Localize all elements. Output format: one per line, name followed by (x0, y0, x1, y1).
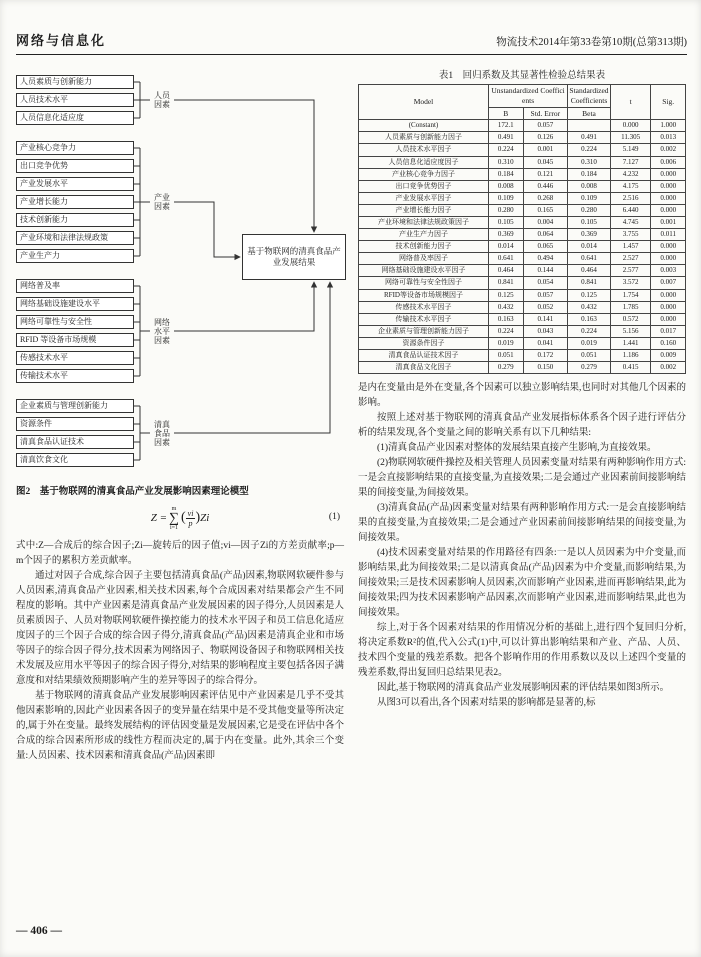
cell-value: 0.000 (651, 180, 686, 192)
cell-value: 5.156 (610, 325, 651, 337)
cell-value: 0.000 (651, 241, 686, 253)
cell-value: 1.457 (610, 241, 651, 253)
cell-value: 0.011 (651, 229, 686, 241)
diagram-factor-box: 人员素质与创新能力 (16, 75, 134, 89)
cell-value: 6.440 (610, 204, 651, 216)
cell-value: 0.109 (568, 192, 611, 204)
cell-model: 产业生产力因子 (359, 229, 489, 241)
table-row (359, 313, 686, 325)
cell-value: 2.577 (610, 265, 651, 277)
cell-value: 0.310 (488, 156, 523, 168)
cell-value: 0.000 (651, 301, 686, 313)
cell-value: 1.754 (610, 289, 651, 301)
two-column-layout (16, 65, 687, 764)
table-row (359, 156, 686, 168)
cell-value: 0.000 (651, 313, 686, 325)
equation-number: (1) (328, 512, 340, 522)
cell-value: 0.464 (488, 265, 523, 277)
formula-lhs: Z = (150, 512, 167, 524)
cell-value: 7.127 (610, 156, 651, 168)
table-row (359, 265, 686, 277)
cell-model: 产业核心竞争力因子 (359, 168, 489, 180)
diagram-factor-box: 传感技术水平 (16, 351, 134, 365)
table-row (359, 325, 686, 337)
cell-model: 清真食品文化因子 (359, 362, 489, 374)
paragraph: 因此,基于物联网的清真食品产业发展影响因素的评估结果如图3所示。 (377, 683, 670, 694)
cell-value: 0.163 (568, 313, 611, 325)
cell-value: 0.841 (488, 277, 523, 289)
diagram-factor-box: 人员信息化适应度 (16, 111, 134, 125)
page-number: — 406 — (16, 925, 62, 937)
page-header (16, 30, 687, 55)
cell-value: 0.013 (651, 132, 686, 144)
paragraph: 基于物联网的清真食品产业发展影响因素评估见中产业因素是几乎不受其他因素影响的,因此产业因素各因子的变异量在结果中是不受其他变量等所决定的,属于外在变量。最终发展结构的评估因变量是发展因素,它是受在评估中各个合成的综合因素所形成的线性方程而决定的,属于内在变量。此外,其余三个变量:人员因素、技术因素和清真食品(产品)因素即 (16, 691, 344, 761)
col-header-standardized: Standardized Coefficients (568, 85, 611, 108)
col-header-std-error: Std. Error (523, 107, 568, 120)
cell-value: 172.1 (488, 120, 523, 132)
cell-value: 0.000 (651, 289, 686, 301)
cell-value: 0.572 (610, 313, 651, 325)
paragraph: (1)清真食品产业因素对整体的发展结果直接产生影响,为直接效果。 (377, 443, 657, 454)
table-row (359, 144, 686, 156)
cell-value: 0.105 (568, 217, 611, 229)
diagram-factor-box: 清真饮食文化 (16, 453, 134, 467)
cell-value: 0.000 (610, 120, 651, 132)
cell-value: 0.054 (523, 277, 568, 289)
table-row (359, 229, 686, 241)
cell-value: 0.841 (568, 277, 611, 289)
cell-value: 0.125 (488, 289, 523, 301)
cell-value: 0.001 (523, 144, 568, 156)
cell-value: 3.572 (610, 277, 651, 289)
col-header-t: t (610, 85, 651, 120)
diagram-factor-box: 网络可靠性与安全性 (16, 315, 134, 329)
cell-value: 0.019 (568, 337, 611, 349)
col-header-beta: Beta (568, 107, 611, 120)
diagram-group-label: 产业因素 (154, 193, 170, 211)
table-row (359, 277, 686, 289)
table-row (359, 132, 686, 144)
cell-value: 0.432 (568, 301, 611, 313)
formula-1: Z = m ∑ i=1 ( $\frac{vi}{p}$ ) Zi (1) (150, 505, 340, 531)
cell-model: 传输技术水平因子 (359, 313, 489, 325)
cell-value: 0.125 (568, 289, 611, 301)
cell-model: 出口竞争优势因子 (359, 180, 489, 192)
cell-value: 0.000 (651, 204, 686, 216)
cell-value: 1.441 (610, 337, 651, 349)
cell-value: 0.017 (651, 325, 686, 337)
col-header-unstandardized: Unstandardized Coefficients (488, 85, 567, 108)
cell-model: 资源条件因子 (359, 337, 489, 349)
cell-value: 0.014 (568, 241, 611, 253)
diagram-factor-box: 产业生产力 (16, 249, 134, 263)
cell-value: 0.051 (488, 350, 523, 362)
cell-value: 0.052 (523, 301, 568, 313)
cell-value: 0.002 (651, 362, 686, 374)
cell-value: 0.144 (523, 265, 568, 277)
paragraph: 从图3可以看出,各个因素对结果的影响都是显著的,标 (377, 698, 596, 709)
cell-value: 0.014 (488, 241, 523, 253)
cell-value: 0.008 (488, 180, 523, 192)
cell-value: 0.065 (523, 241, 568, 253)
cell-value: 0.280 (568, 204, 611, 216)
table-row (359, 350, 686, 362)
cell-value: 0.641 (568, 253, 611, 265)
cell-value: 0.000 (651, 192, 686, 204)
cell-value: 1.785 (610, 301, 651, 313)
diagram-factor-box: 网络普及率 (16, 279, 134, 293)
cell-value: 11.305 (610, 132, 651, 144)
cell-value: 0.432 (488, 301, 523, 313)
diagram-center-box: 基于物联网的清真食品产业发展结果 (242, 234, 346, 280)
paragraph: 通过对因子合成,综合因子主要包括清真食品(产品)因素,物联网软硬件参与人员因素,清真食品产业因素,相关技术因素,每个合成因素对结果都会产生不同程度的影响。其中产业因素是清真食品产业发展因素的因子得分,人员因素是人员素质因子、人员对物联网软硬件操控能力的技术水平因子和员工信息化适应度因子的三个因子合成的综合因子得分,清真食品(产品)因素是清真企业和市场等因子的综合因子得分,技术因素为网络因子、物联网设备因子和物联网相关技术发展及应用水平等因子的综合因子得分,对结果的影响程度主要包括各因子满意度和对结果绩效预期影响产生的差异等因子的综合得分。 (16, 571, 344, 686)
cell-model: 网络基础设施建设水平因子 (359, 265, 489, 277)
left-body-text (16, 539, 344, 764)
cell-value: 0.000 (651, 168, 686, 180)
diagram-factor-box: 网络基础设施建设水平 (16, 297, 134, 311)
cell-model: 人员信息化适应度因子 (359, 156, 489, 168)
cell-value: 0.105 (488, 217, 523, 229)
diagram-factor-box: 产业增长能力 (16, 195, 134, 209)
diagram-group-label: 网络水平因素 (154, 317, 170, 345)
diagram-group-label: 人员因素 (154, 91, 170, 109)
table-row (359, 301, 686, 313)
cell-value: 0.494 (523, 253, 568, 265)
cell-value: 0.224 (488, 325, 523, 337)
cell-model: 产业发展水平因子 (359, 192, 489, 204)
cell-model: 人员技术水平因子 (359, 144, 489, 156)
cell-value: 0.008 (568, 180, 611, 192)
diagram-factor-box: 出口竞争优势 (16, 159, 134, 173)
paragraph: 综上,对于各个因素对结果的作用情况分析的基础上,进行四个复回归分析,将决定系数R²的值,代入公式(1)中,可以计算出影响结果和产业、产品、人员、技术四个变量的残差系数。把各个影响作用的作用系数以及以上述四个变量的残差系数,得出复回归总结果见表2。 (358, 623, 686, 679)
cell-value: 0.126 (523, 132, 568, 144)
paragraph: 按照上述对基于物联网的清真食品产业发展指标体系各个因子进行评估分析的结果发现,各个变量之间的影响关系有以下几种结果: (358, 413, 686, 439)
cell-value: 0.163 (488, 313, 523, 325)
diagram-group-label: 清真食品因素 (154, 419, 170, 447)
cell-value: 0.109 (488, 192, 523, 204)
cell-value: 0.019 (488, 337, 523, 349)
cell-value: 0.268 (523, 192, 568, 204)
journal-info: 物流技术2014年第33卷第10期(总第313期) (496, 37, 687, 48)
cell-value: 0.043 (523, 325, 568, 337)
cell-value: 0.165 (523, 204, 568, 216)
cell-model: 人员素质与创新能力因子 (359, 132, 489, 144)
cell-value: 0.057 (523, 120, 568, 132)
left-column (16, 65, 344, 764)
diagram-factor-box: 企业素质与管理创新能力 (16, 399, 134, 413)
paragraph: (3)清真食品(产品)因素变量对结果有两种影响作用方式:一是会直接影响结果的直接变量,为直接效果;二是会通过产业因素前间接影响结果的间接变量,为间接效果。 (358, 503, 686, 544)
paragraph: 是内在变量由是外在变量,各个因素可以独立影响结果,也同时对其他几个因素的影响。 (358, 383, 686, 409)
table-row (359, 289, 686, 301)
cell-value: 0.002 (651, 144, 686, 156)
cell-value: 0.007 (651, 277, 686, 289)
cell-value: 0.369 (488, 229, 523, 241)
right-body-text (358, 381, 686, 711)
col-header-b: B (488, 107, 523, 120)
cell-model: (Constant) (359, 120, 489, 132)
cell-value: 4.175 (610, 180, 651, 192)
figure2-diagram (14, 69, 349, 477)
diagram-factor-box: 产业环境和法律法规政策 (16, 231, 134, 245)
table-row (359, 120, 686, 132)
table-row (359, 362, 686, 374)
cell-model: 企业素质与管理创新能力因子 (359, 325, 489, 337)
cell-value: 0.009 (651, 350, 686, 362)
col-header-model: Model (359, 85, 489, 120)
cell-value: 5.149 (610, 144, 651, 156)
cell-value: 0.641 (488, 253, 523, 265)
diagram-factor-box: RFID 等设备市场规模 (16, 333, 134, 347)
cell-value: 0.415 (610, 362, 651, 374)
paragraph: 式中:Z—合成后的综合因子;Zi—旋转后的因子值;vi—因子Zi的方差贡献率;p—m个因子的累积方差贡献率。 (16, 541, 344, 566)
cell-value: 0.279 (568, 362, 611, 374)
table-row (359, 168, 686, 180)
cell-value: 0.057 (523, 289, 568, 301)
section-title: 网络与信息化 (16, 33, 107, 48)
cell-value: 0.280 (488, 204, 523, 216)
cell-value: 0.045 (523, 156, 568, 168)
table-row (359, 241, 686, 253)
cell-model: 传感技术水平因子 (359, 301, 489, 313)
cell-model: RFID等设备市场规模因子 (359, 289, 489, 301)
cell-value: 4.232 (610, 168, 651, 180)
cell-value: 3.755 (610, 229, 651, 241)
cell-value: 0.172 (523, 350, 568, 362)
cell-value: 0.464 (568, 265, 611, 277)
cell-value: 0.224 (568, 144, 611, 156)
cell-value: 0.279 (488, 362, 523, 374)
diagram-factor-box: 产业发展水平 (16, 177, 134, 191)
cell-value: 0.224 (568, 325, 611, 337)
cell-value: 0.041 (523, 337, 568, 349)
cell-model: 产业环境和法律法规政策因子 (359, 217, 489, 229)
sigma-sum: m ∑ i=1 (169, 505, 179, 531)
cell-model: 技术创新能力因子 (359, 241, 489, 253)
regression-table (358, 84, 686, 374)
paragraph: (4)技术因素变量对结果的作用路径有四条:一是以人员因素为中介变量,而影响结果,此为间接效果;二是以清真食品(产品)因素为中介变量,而影响结果,为间接效果;三是技术因素影响人员因素,次而影响产业因素,进而再影响结果,此为间接效果;四为技术因素影响产品因素,次而影响产业因素,进而影响结果,此也为间接效果。 (358, 548, 686, 619)
table1-caption: 表1 回归系数及其显著性检验总结果表 (438, 71, 606, 81)
cell-value: 0.001 (651, 217, 686, 229)
table-row (359, 180, 686, 192)
diagram-factor-box: 传输技术水平 (16, 369, 134, 383)
paragraph: (2)物联网软硬件操控及相关管理人员因素变量对结果有两种影响作用方式:一是会直接影响结果的直接变量,为直接效果;二是会通过产业因素前间接影响结果的间接变量,为间接效果。 (358, 458, 687, 499)
cell-value: 0.051 (568, 350, 611, 362)
table-row (359, 337, 686, 349)
right-column (358, 65, 686, 764)
cell-model: 清真食品认证技术因子 (359, 350, 489, 362)
cell-value: 0.064 (523, 229, 568, 241)
cell-value: 0.150 (523, 362, 568, 374)
cell-value: 0.006 (651, 156, 686, 168)
col-header-sig: Sig. (651, 85, 686, 120)
diagram-factor-box: 产业核心竞争力 (16, 141, 134, 155)
cell-value: 0.004 (523, 217, 568, 229)
cell-value: 0.141 (523, 313, 568, 325)
diagram-factor-box: 技术创新能力 (16, 213, 134, 227)
formula-rhs: Zi (200, 512, 210, 524)
table-row (359, 204, 686, 216)
cell-value: 1.186 (610, 350, 651, 362)
diagram-factor-box: 人员技术水平 (16, 93, 134, 107)
cell-value: 2.516 (610, 192, 651, 204)
cell-value: 0.184 (568, 168, 611, 180)
cell-value (568, 120, 611, 132)
cell-value: 0.000 (651, 253, 686, 265)
cell-model: 网络可靠性与安全性因子 (359, 277, 489, 289)
cell-value: 0.491 (568, 132, 611, 144)
figure2-caption: 图2 基于物联网的清真食品产业发展影响因素理论模型 (16, 487, 249, 497)
cell-value: 0.003 (651, 265, 686, 277)
table-row (359, 192, 686, 204)
cell-model: 产业增长能力因子 (359, 204, 489, 216)
cell-value: 0.491 (488, 132, 523, 144)
cell-value: 0.121 (523, 168, 568, 180)
diagram-factor-box: 资源条件 (16, 417, 134, 431)
cell-model: 网络普及率因子 (359, 253, 489, 265)
cell-value: 0.446 (523, 180, 568, 192)
formula-fraction: $\frac{vi}{p}$ (187, 508, 194, 528)
cell-value: 1.000 (651, 120, 686, 132)
cell-value: 0.224 (488, 144, 523, 156)
table-row (359, 217, 686, 229)
cell-value: 2.527 (610, 253, 651, 265)
cell-value: 0.369 (568, 229, 611, 241)
cell-value: 0.160 (651, 337, 686, 349)
cell-value: 0.310 (568, 156, 611, 168)
table-row (359, 253, 686, 265)
cell-value: 4.745 (610, 217, 651, 229)
diagram-factor-box: 清真食品认证技术 (16, 435, 134, 449)
cell-value: 0.184 (488, 168, 523, 180)
